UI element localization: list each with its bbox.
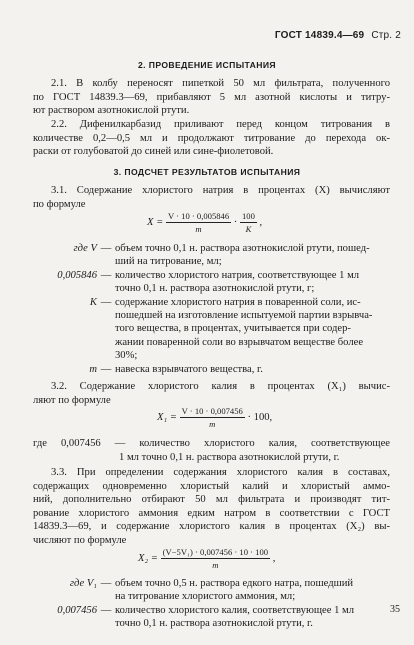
text-line: 3.1. Содержание хлористого натрия в процентах (X) вычисляют <box>51 185 390 196</box>
formula-lhs: X = <box>147 216 164 228</box>
fraction <box>180 406 245 429</box>
text-line: рование хлористого аммония едким натром в соответствии с ГОСТ <box>33 507 390 519</box>
formula-3 <box>138 547 275 570</box>
text-line: 3.2. Содержание хлористого калия в процентах (X₁) вычис- <box>51 381 390 392</box>
definition-dash: — <box>100 363 112 375</box>
definition-dash: — <box>100 604 112 616</box>
definition-text: содержание хлористого натрия в поваренной соли, ис- <box>115 296 361 308</box>
definition-dash <box>97 349 115 362</box>
definition-text: пошедшей на изготовление испытуемой партии взрывча- <box>115 310 373 322</box>
definition-text: точно 0,1 н. раствора азотнокислой ртути, г. <box>115 618 313 630</box>
definition-term <box>33 255 97 268</box>
definition-row <box>33 255 390 268</box>
definition-term <box>33 617 97 630</box>
definition-term: 0,007456 <box>57 604 97 616</box>
definition-row <box>33 296 390 309</box>
definition-dash <box>97 282 115 295</box>
denominator: K <box>245 224 252 234</box>
definition-dash <box>97 309 115 322</box>
formula-end: , <box>272 552 276 564</box>
definition-text: количество хлористого калия, соответствующее 1 мл <box>115 604 355 616</box>
section-2-title: 2. ПРОВЕДЕНИЕ ИСПЫТАНИЯ <box>138 60 276 70</box>
section-3-title: 3. ПОДСЧЕТ РЕЗУЛЬТАТОВ ИСПЫТАНИЯ <box>113 167 301 177</box>
definition-term: где V <box>73 243 97 254</box>
definition-text: жании поваренной соли во взрывчатом веществе более <box>115 336 364 348</box>
definition-list <box>33 242 390 376</box>
formula-1 <box>147 211 262 234</box>
paragraph-3-2 <box>33 380 390 407</box>
fraction <box>161 547 270 570</box>
numerator: 100 <box>241 211 255 221</box>
definition-row <box>33 349 390 362</box>
multiply-sign: · <box>233 216 238 228</box>
definition-list <box>33 577 390 631</box>
definition-text: навеска взрывчатого вещества, г. <box>115 363 263 375</box>
text-line: ляют по формуле <box>33 394 111 406</box>
text-line: 2.1. В колбу переносят пипеткой 50 мл фильтрата, полученного <box>51 78 390 89</box>
definition-term <box>33 322 97 335</box>
definition-row <box>33 309 390 322</box>
numerator: V · 10 · 0,007456 <box>181 406 243 416</box>
definition-row <box>33 336 390 349</box>
formula-tail: · 100, <box>247 411 273 423</box>
text-line: где 0,007456 — количество хлористого калия, соответствующее <box>33 438 390 449</box>
definition-term: K <box>89 296 97 308</box>
paragraph-3-3 <box>33 466 390 547</box>
definition-text: количество хлористого натрия, соответствующее 1 мл <box>115 269 360 281</box>
definition-row <box>33 269 390 282</box>
definition-dash <box>97 322 115 335</box>
paragraph-3-1 <box>33 184 390 211</box>
definition-row <box>33 617 390 630</box>
definition-row <box>33 282 390 295</box>
denominator: m <box>209 419 216 429</box>
text-line: 1 мл точно 0,1 н. раствора азотнокислой ртути, г. <box>119 451 340 463</box>
definition-term: m <box>89 363 97 375</box>
definition-text: точно 0,1 н. раствора азотнокислой ртути, г; <box>115 283 315 295</box>
definition-row <box>33 242 390 255</box>
text-line: по формуле <box>33 198 86 210</box>
text-line: по ГОСТ 14839.3—69, прибавляют 5 мл азотной кислоты и титру- <box>33 91 390 103</box>
text-line: 3.3. При определении содержания хлористого калия в составах, <box>51 467 390 478</box>
text-line: раски от голубоватой до синей или сине-фиолетовой. <box>33 146 274 157</box>
definition-term: где V₁ <box>69 578 97 589</box>
formula-end: , <box>259 216 263 228</box>
definition-row <box>33 604 390 617</box>
definition-row <box>33 590 390 603</box>
text-line: ют раствором азотнокислой ртути. <box>33 105 190 116</box>
definition-term <box>33 590 97 603</box>
fraction <box>166 211 231 234</box>
definition-dash: — <box>100 269 112 281</box>
definition-dash <box>97 255 115 268</box>
definition-term <box>33 309 97 322</box>
text-line: 2.2. Дифенилкарбазид приливают перед концом титрования в <box>51 119 390 130</box>
definition-dash <box>97 617 115 630</box>
definition-row <box>33 363 390 376</box>
definition-term <box>33 282 97 295</box>
definitions-3 <box>33 577 390 631</box>
text-line: ний, дополнительно отбирают 50 мл фильтрата и производят тит- <box>33 494 390 505</box>
text-line: количестве 0,2—0,5 мл и продолжают титрование до перехода ок- <box>33 132 390 144</box>
definitions-1 <box>33 242 390 376</box>
text-line: содержащих одновременно хлористый калий и хлористый аммо- <box>33 480 390 492</box>
definition-term <box>33 336 97 349</box>
fraction <box>240 211 257 234</box>
header-page: Стр. 2 <box>371 30 401 41</box>
definition-text: 30%; <box>115 350 138 362</box>
numerator: V · 10 · 0,005846 <box>167 211 230 221</box>
text-line: 14839.3—69, и содержание хлористого калия в процентах (X₂) вы- <box>33 521 390 532</box>
paragraph-2-1 <box>33 77 390 118</box>
definition-dash: — <box>100 578 112 589</box>
definition-text: объем точно 0,5 н. раствора едкого натра, пошедший <box>115 578 354 589</box>
page-number: 35 <box>390 604 400 615</box>
definition-text: того вещества, в процентах, учитывается при содер- <box>115 323 351 335</box>
formula-2 <box>157 406 272 429</box>
definition-term: 0,005846 <box>57 269 97 281</box>
formula-lhs: X₁ = <box>157 411 177 423</box>
definitions-2 <box>33 437 390 464</box>
definition-dash <box>97 336 115 349</box>
running-header <box>275 30 401 41</box>
denominator: m <box>212 560 219 570</box>
definition-dash: — <box>100 243 112 254</box>
definition-text: ший на титрование, мл; <box>115 256 222 268</box>
definition-text: объем точно 0,1 н. раствора азотнокислой ртути, пошед- <box>115 243 370 254</box>
definition-dash <box>97 590 115 603</box>
denominator: m <box>195 224 202 234</box>
paragraph-2-2 <box>33 118 390 159</box>
definition-term <box>33 349 97 362</box>
definition-dash: — <box>100 296 112 308</box>
definition-row <box>33 577 390 590</box>
definition-text: на титрование хлористого аммония, мл; <box>115 591 296 603</box>
standard-number: ГОСТ 14839.4—69 <box>274 30 365 41</box>
numerator: (V−5V₁) · 0,007456 · 10 · 100 <box>162 547 269 557</box>
definition-row <box>33 322 390 335</box>
formula-lhs: X₂ = <box>138 552 158 564</box>
text-line: числяют по формуле <box>33 534 127 546</box>
